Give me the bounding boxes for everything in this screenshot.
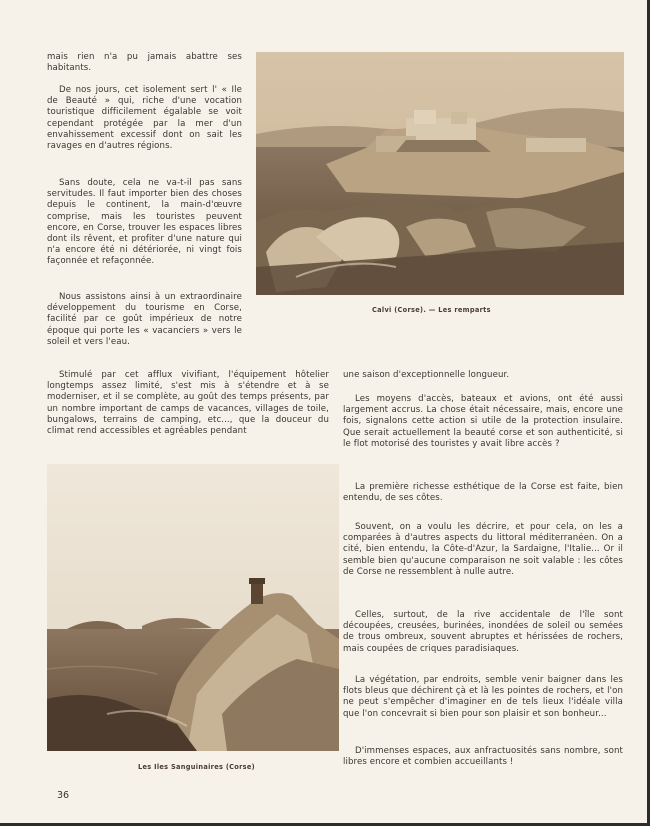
- paragraph-left-2: De nos jours, cet isolement sert l' « Ile de Beauté » qui, riche d'une vocation touristique difficilement égalable se voit cependant protégée par la mer d'un envahissement excessif dont on sait les ravages en d'autres régions.: [47, 85, 242, 152]
- photo-calvi-ramparts: [256, 52, 624, 295]
- sanguinaires-illustration: [47, 464, 339, 751]
- paragraph-right-7: D'immenses espaces, aux anfractuosités sans nombre, sont libres encore et combien accueillants !: [343, 746, 623, 768]
- caption-calvi: Calvi (Corse). — Les remparts: [372, 306, 491, 314]
- caption-sanguinaires: Les Iles Sanguinaires (Corse): [138, 763, 255, 771]
- paragraph-wide: Stimulé par cet afflux vivifiant, l'équipement hôtelier longtemps assez limité, s'est mis à s'étendre et à se moderniser, et il se complète, au goût des temps présents, par un nombre important de camps de vacances, villages de toile, bungalows, terrains de camping, etc..., que la douceur du climat rend accessibles et agréables pendant: [47, 370, 329, 437]
- paragraph-right-3: La première richesse esthétique de la Corse est faite, bien entendu, de ses côtes.: [343, 482, 623, 504]
- paragraph-right-4: Souvent, on a voulu les décrire, et pour cela, on les a comparées à d'autres aspects du littoral méditerranéen. On a cité, bien entendu, la Côte-d'Azur, la Sardaigne, l'Italie... Or il semble bien qu'aucune comparaison ne soit valable : les côtes de Corse ne ressemblent à nulle autre.: [343, 522, 623, 577]
- paragraph-right-1: une saison d'exceptionnelle longueur.: [343, 370, 510, 380]
- paragraph-left-4: Nous assistons ainsi à un extraordinaire développement du tourisme en Corse, facilité par ce goût impérieux de notre époque qui porte les « vacanciers » vers le soleil et vers l'eau.: [47, 292, 242, 347]
- paragraph-right-6: La végétation, par endroits, semble venir baigner dans les flots bleus que déchirent çà et là les pointes de rochers, et l'on ne peut s'empêcher d'imaginer en de tels lieux l'idéale villa que l'on concevrait si bien pour son plaisir et son bonheur...: [343, 675, 623, 719]
- paragraph-left-1: mais rien n'a pu jamais abattre ses habitants.: [47, 52, 242, 74]
- photo-iles-sanguinaires: [47, 464, 339, 751]
- calvi-illustration: [256, 52, 624, 295]
- paragraph-right-2: Les moyens d'accès, bateaux et avions, ont été aussi largement accrus. La chose était nécessaire, mais, encore une fois, signalons cette action si utile de la protection insulaire. Que serait actuellement la beauté corse et son authenticité, si le flot motorisé des touristes y avait libre accès ?: [343, 394, 623, 449]
- paragraph-right-5: Celles, surtout, de la rive accidentale de l'île sont découpées, creusées, burinées, inondées de soleil ou semées de trous ombreux, souvent abruptes et hérissées de rochers, mais coupées de criques paradisiaques.: [343, 610, 623, 654]
- page-number: 36: [57, 790, 70, 801]
- paragraph-left-3: Sans doute, cela ne va-t-il pas sans servitudes. Il faut importer bien des choses depuis le continent, la main-d'œuvre comprise, mais les touristes peuvent encore, en Corse, trouver les espaces libres dont ils rêvent, et profiter d'une nature qui n'a encore été ni détériorée, ni vingt fois façonnée et refaçonnée.: [47, 178, 242, 267]
